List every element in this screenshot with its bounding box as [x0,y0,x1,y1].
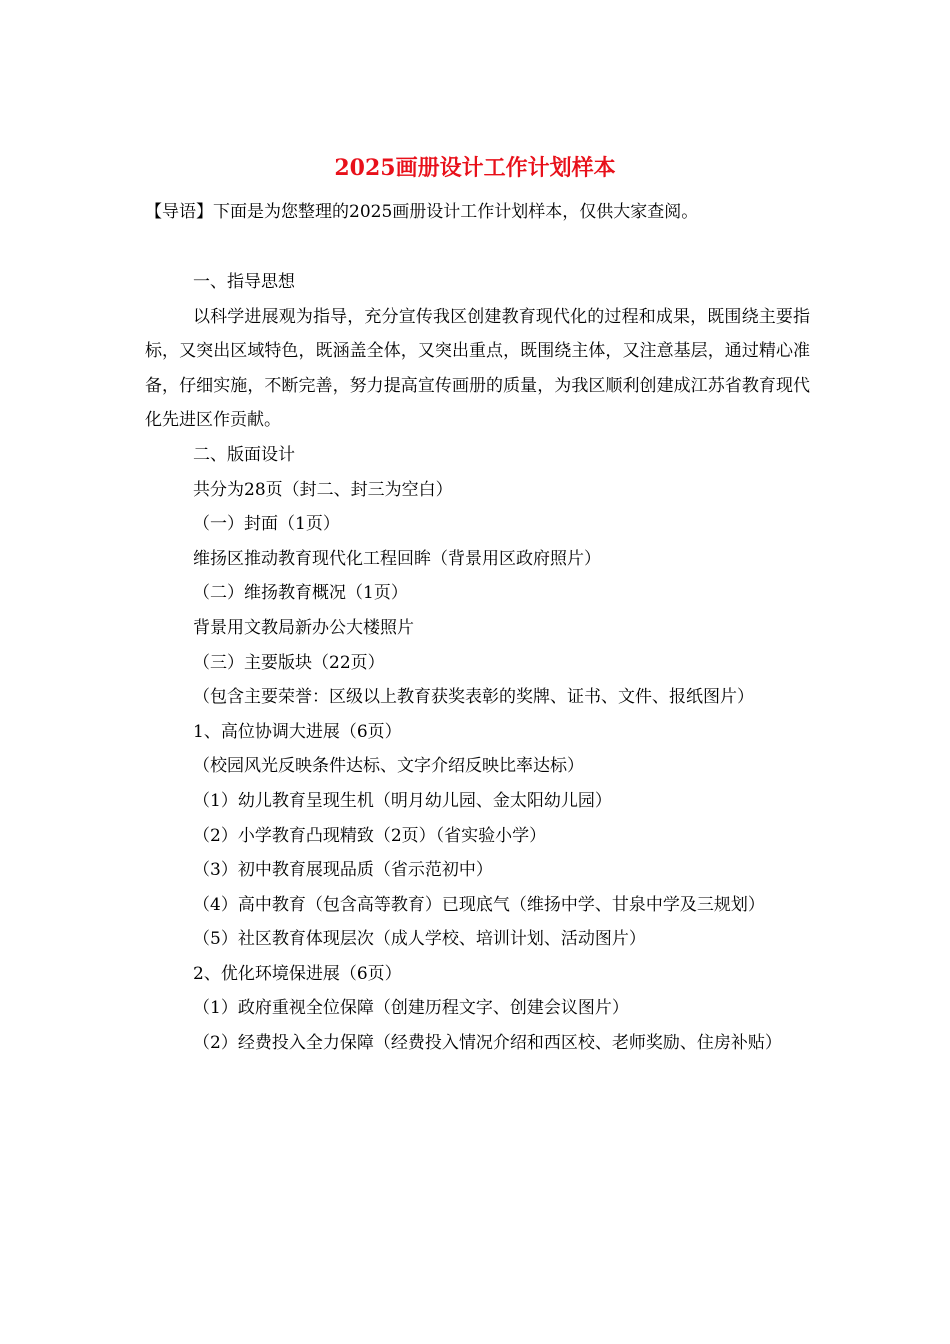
list-item-preschool: （1）幼儿教育呈现生机（明月幼儿园、金太阳幼儿园） [193,790,612,811]
subheading-cover: （一）封面（1页） [193,514,340,535]
list-item-community: （5）社区教育体现层次（成人学校、培训计划、活动图片） [193,929,646,950]
document-title: 2025画册设计工作计划样本 [334,155,616,181]
item-optimize-environment: 2、优化环境保进展（6页） [193,963,402,984]
list-item-government-support: （1）政府重视全位保障（创建历程文字、创建会议图片） [193,998,629,1019]
subheading-overview: （二）维扬教育概况（1页） [193,583,408,604]
paragraph-cover-content: 维扬区推动教育现代化工程回眸（背景用区政府照片） [193,548,601,569]
document-intro: 【导语】下面是为您整理的2025画册设计工作计划样本，仅供大家查阅。 [145,202,699,222]
list-item-funding-support: （2）经费投入全力保障（经费投入情况介绍和西区校、老师奖励、住房补贴） [193,1033,782,1054]
paragraph-honors: （包含主要荣誉：区级以上教育获奖表彰的奖牌、证书、文件、报纸图片） [193,687,754,708]
list-item-senior: （4）高中教育（包含高等教育）已现底气（维扬中学、甘泉中学及三规划） [193,894,765,915]
document-body [145,265,810,1061]
subheading-main-sections: （三）主要版块（22页） [193,652,385,673]
paragraph-overview-content: 背景用文教局新办公大楼照片 [193,617,414,638]
paragraph-total-pages: 共分为28页（封二、封三为空白） [193,479,453,500]
section-heading-guiding-thought: 一、指导思想 [193,272,295,292]
list-item-primary: （2）小学教育凸现精致（2页）（省实验小学） [193,825,547,846]
item-high-level-coordination: 1、高位协调大进展（6页） [193,721,402,742]
paragraph-guiding-thought: 以科学进展观为指导，充分宣传我区创建教育现代化的过程和成果，既围绕主要指标，又突出区域特色，既涵盖全体，又突出重点，既围绕主体，又注意基层，通过精心准备，仔细实施，不断完善，努力提高宣传画册的质量，为我区顺利创建成江苏省教育现代化先进区作贡献。 [145,306,810,431]
list-item-junior: （3）初中教育展现品质（省示范初中） [193,860,493,881]
section-heading-layout-design: 二、版面设计 [193,444,295,465]
paragraph-campus-scenery: （校园风光反映条件达标、文字介绍反映比率达标） [193,756,584,777]
